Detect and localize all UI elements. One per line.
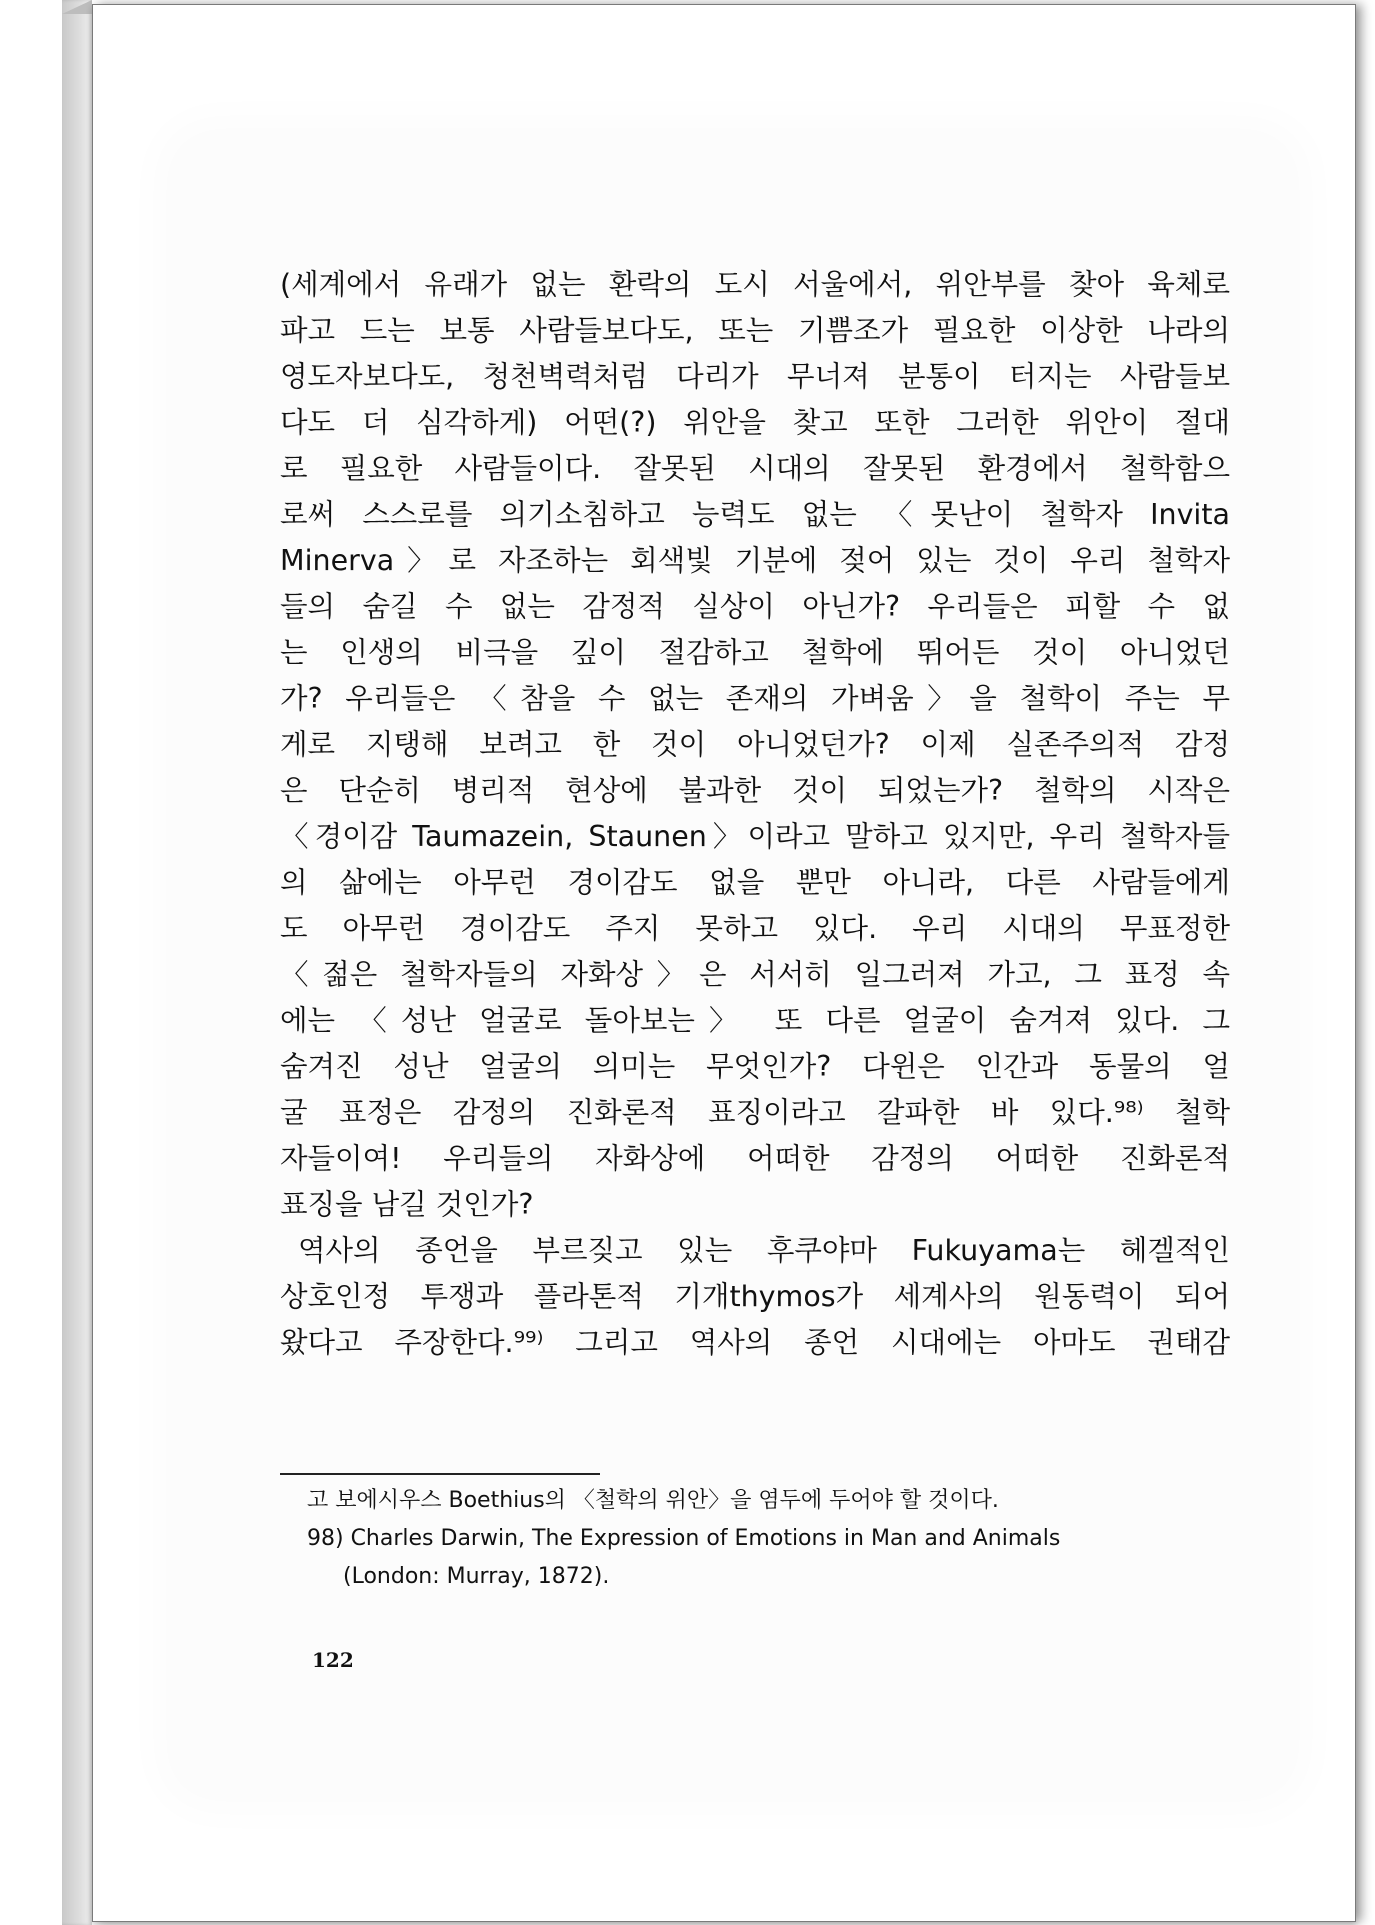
- body-line: (세계에서 유래가 없는 환락의 도시 서울에서, 위안부를 찾아 육체로: [280, 268, 1230, 301]
- body-line: 역사의 종언을 부르짖고 있는 후쿠야마 Fukuyama는 헤겔적인: [298, 1234, 1230, 1267]
- body-line: 파고 드는 보통 사람들보다도, 또는 기쁨조가 필요한 이상한 나라의: [280, 314, 1230, 347]
- body-line: 의 삶에는 아무런 경이감도 없을 뿐만 아니라, 다른 사람들에게: [280, 866, 1230, 899]
- body-line: 〈젊은 철학자들의 자화상〉은 서서히 일그러져 가고, 그 표정 속: [280, 958, 1230, 991]
- body-line: 다도 더 심각하게) 어떤(?) 위안을 찾고 또한 그러한 위안이 절대: [280, 406, 1230, 439]
- body-line: 은 단순히 병리적 현상에 불과한 것이 되었는가? 철학의 시작은: [280, 774, 1230, 807]
- page-number: 122: [312, 1648, 354, 1672]
- body-line: 로써 스스로를 의기소침하고 능력도 없는 〈못난이 철학자 Invita: [280, 498, 1230, 531]
- footnote-line: (London: Murray, 1872).: [343, 1564, 610, 1589]
- body-line: 가? 우리들은 〈참을 수 없는 존재의 가벼움〉을 철학이 주는 무: [280, 682, 1230, 715]
- body-line: 로 필요한 사람들이다. 잘못된 시대의 잘못된 환경에서 철학함으: [280, 452, 1230, 485]
- body-line: 숨겨진 성난 얼굴의 의미는 무엇인가? 다윈은 인간과 동물의 얼: [280, 1050, 1230, 1083]
- body-line: 굴 표정은 감정의 진화론적 표징이라고 갈파한 바 있다.⁹⁸⁾ 철학: [280, 1096, 1230, 1129]
- body-line: 표징을 남길 것인가?: [280, 1188, 534, 1221]
- footnotes: [307, 1482, 1237, 1596]
- body-text: [280, 262, 1230, 1366]
- body-line: Minerva〉로 자조하는 회색빛 기분에 젖어 있는 것이 우리 철학자: [280, 544, 1230, 577]
- body-line: 영도자보다도, 청천벽력처럼 다리가 무너져 분통이 터지는 사람들보: [280, 360, 1230, 393]
- book-spine-edge: [62, 0, 92, 1925]
- body-line: 들의 숨길 수 없는 감정적 실상이 아닌가? 우리들은 피할 수 없: [280, 590, 1230, 623]
- body-line: 자들이여! 우리들의 자화상에 어떠한 감정의 어떠한 진화론적: [280, 1142, 1230, 1175]
- body-line: 상호인정 투쟁과 플라톤적 기개thymos가 세계사의 원동력이 되어: [280, 1280, 1230, 1313]
- footnote-divider: [280, 1473, 600, 1475]
- body-line: 게로 지탱해 보려고 한 것이 아니었던가? 이제 실존주의적 감정: [280, 728, 1230, 761]
- body-line: 에는 〈성난 얼굴로 돌아보는〉 또 다른 얼굴이 숨겨져 있다. 그: [280, 1004, 1230, 1037]
- footnote-line: 98) Charles Darwin, The Expression of Emotions in Man and Animals: [307, 1526, 1061, 1551]
- footnote-line: 고 보에시우스 Boethius의 〈철학의 위안〉을 염두에 두어야 할 것이다.: [307, 1488, 999, 1513]
- body-line: 는 인생의 비극을 깊이 절감하고 철학에 뛰어든 것이 아니었던: [280, 636, 1230, 669]
- body-line: 왔다고 주장한다.⁹⁹⁾ 그리고 역사의 종언 시대에는 아마도 권태감: [280, 1326, 1230, 1359]
- body-line: 〈경이감 Taumazein, Staunen〉이라고 말하고 있지만, 우리 철학자들: [280, 820, 1230, 853]
- body-line: 도 아무런 경이감도 주지 못하고 있다. 우리 시대의 무표정한: [280, 912, 1230, 945]
